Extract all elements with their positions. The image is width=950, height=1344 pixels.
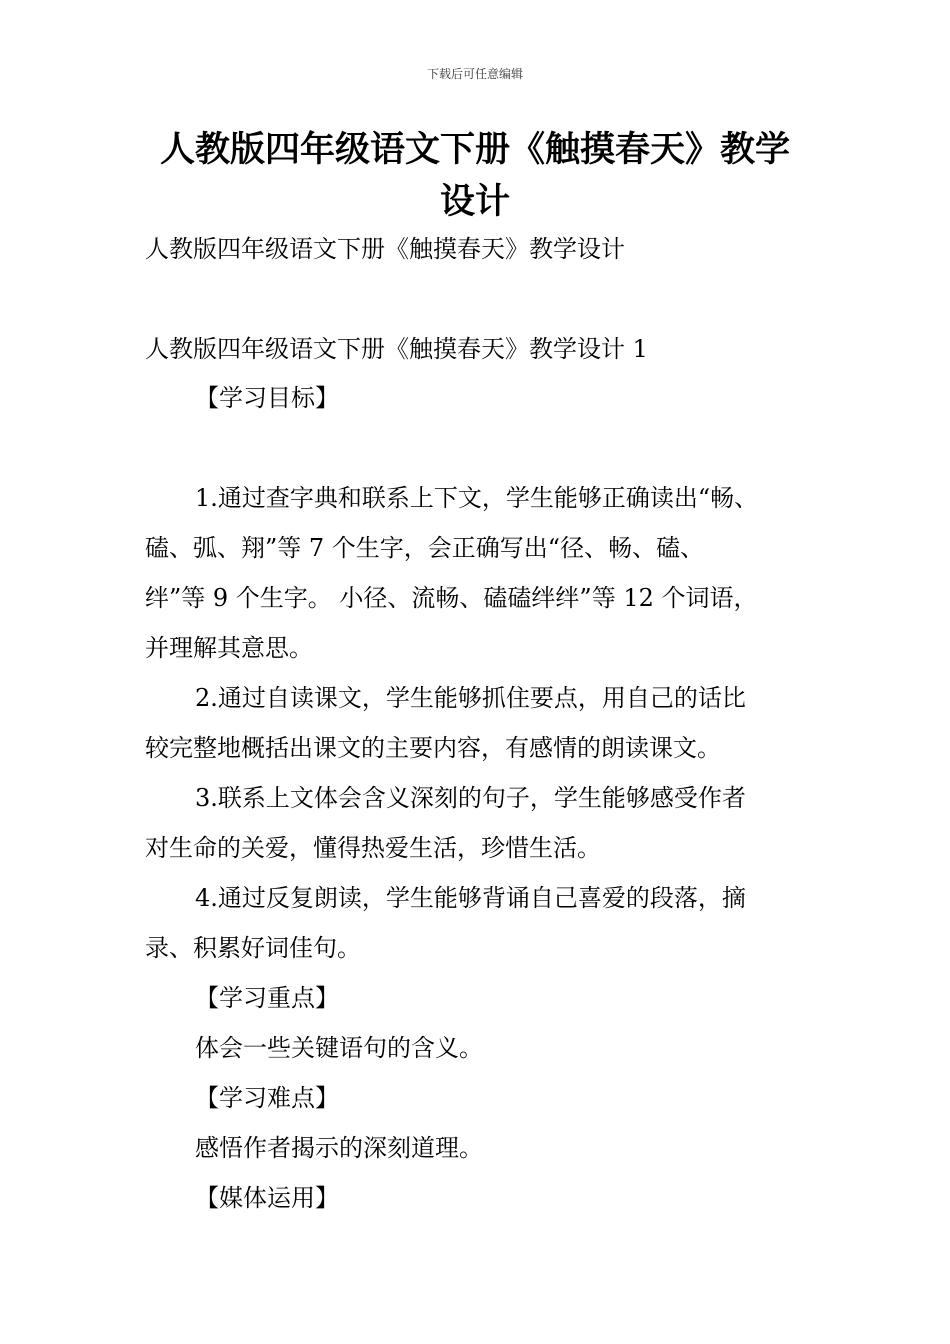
heading-difficulties: 【学习难点】	[195, 1084, 339, 1112]
goal-1-line-2: 磕、弧、翔”等 7 个生字，会正确写出“径、畅、磕、	[145, 534, 705, 562]
goal-1-line-1: 1.通过查字典和联系上下文，学生能够正确读出“畅、	[195, 484, 759, 512]
goal-1-line-3: 绊”等 9 个生字。 小径、流畅、磕磕绊绊”等 12 个词语，	[145, 584, 758, 612]
title-line-2: 设计	[439, 182, 510, 222]
goal-2-line-1: 2.通过自读课文，学生能够抓住要点，用自己的话比	[195, 684, 746, 712]
goal-2-line-2: 较完整地概括出课文的主要内容，有感情的朗读课文。	[145, 734, 721, 762]
difficulties-text: 感悟作者揭示的深刻道理。	[195, 1134, 483, 1162]
key-points-text: 体会一些关键语句的含义。	[195, 1034, 483, 1062]
heading-key-points: 【学习重点】	[195, 984, 339, 1012]
heading-learning-goals: 【学习目标】	[195, 384, 339, 412]
goal-3-line-2: 对生命的关爱，懂得热爱生活，珍惜生活。	[145, 834, 601, 862]
header-note: 下载后可任意编辑	[426, 67, 523, 81]
goal-4-line-2: 录、积累好词佳句。	[145, 934, 361, 962]
heading-media-use: 【媒体运用】	[195, 1184, 339, 1212]
goal-1-line-4: 并理解其意思。	[145, 634, 313, 662]
title-line-1: 人教版四年级语文下册《触摸春天》教学	[159, 130, 790, 170]
section-title: 人教版四年级语文下册《触摸春天》教学设计 1	[145, 335, 648, 363]
document-title	[120, 124, 830, 228]
subtitle: 人教版四年级语文下册《触摸春天》教学设计	[145, 235, 625, 263]
goal-3-line-1: 3.联系上文体会含义深刻的句子，学生能够感受作者	[195, 784, 746, 812]
goal-4-line-1: 4.通过反复朗读，学生能够背诵自己喜爱的段落，摘	[195, 884, 746, 912]
